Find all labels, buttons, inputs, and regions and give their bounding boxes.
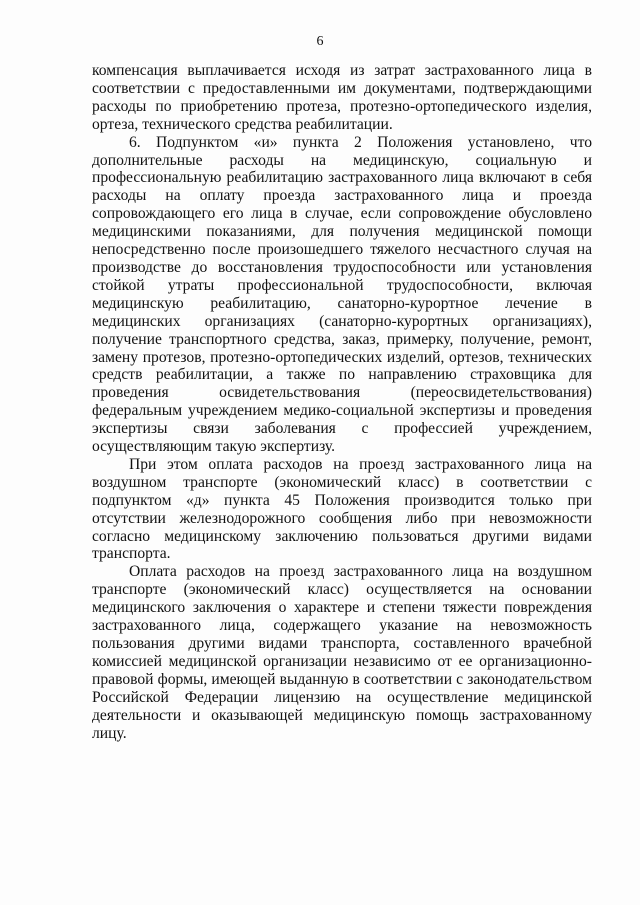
paragraph-air-transport-payment: Оплата расходов на проезд застрахованного лица на воздушном транспорте (экономический класс) осуществляется на основании медицинского заключения о характере и степени тяжести повреждения застрахованного лица, содержащего указание на невозможность пользования другими видами транспорта, составленного врачебной комиссией медицинской организации независимо от ее организационно-правовой формы, имеющей выданную в соответствии с законодательством Российской Федерации лицензию на осуществление медицинской деятельности и оказывающей медицинскую помощь застрахованному лицу. <box>92 563 592 742</box>
paragraph-item-6: 6. Подпунктом «и» пункта 2 Положения установлено, что дополнительные расходы на медицинскую, социальную и профессиональную реабилитацию застрахованного лица включают в себя расходы на оплату проезда застрахованного лица и проезда сопровождающего его лица в случае, если сопровождение обусловлено медицинскими показаниями, для получения медицинской помощи непосредственно после произошедшего тяжелого несчастного случая на производстве до восстановления трудоспособности или установления стойкой утраты профессиональной трудоспособности, включая медицинскую реабилитацию, санаторно-курортное лечение в медицинских организациях (санаторно-курортных организациях), получение транспортного средства, заказ, примерку, получение, ремонт, замену протезов, протезно-ортопедических изделий, ортезов, технических средств реабилитации, а также по направлению страховщика для проведения освидетельствования (переосвидетельствования) федеральным учреждением медико-социальной экспертизы и проведения экспертизы связи заболевания с профессией учреждением, осуществляющим такую экспертизу. <box>92 133 592 456</box>
paragraph-compensation: компенсация выплачивается исходя из затрат застрахованного лица в соответствии с предоставленными им документами, подтверждающими расходы по приобретению протеза, протезно-ортопедического изделия, ортеза, технического средства реабилитации. <box>92 62 592 133</box>
page-number: 6 <box>316 34 324 49</box>
document-body <box>92 62 592 742</box>
paragraph-air-transport-condition: При этом оплата расходов на проезд застрахованного лица на воздушном транспорте (экономический класс) в соответствии с подпунктом «д» пункта 45 Положения производится только при отсутствии железнодорожного сообщения либо при невозможности согласно медицинскому заключению пользоваться другими видами транспорта. <box>92 455 592 563</box>
